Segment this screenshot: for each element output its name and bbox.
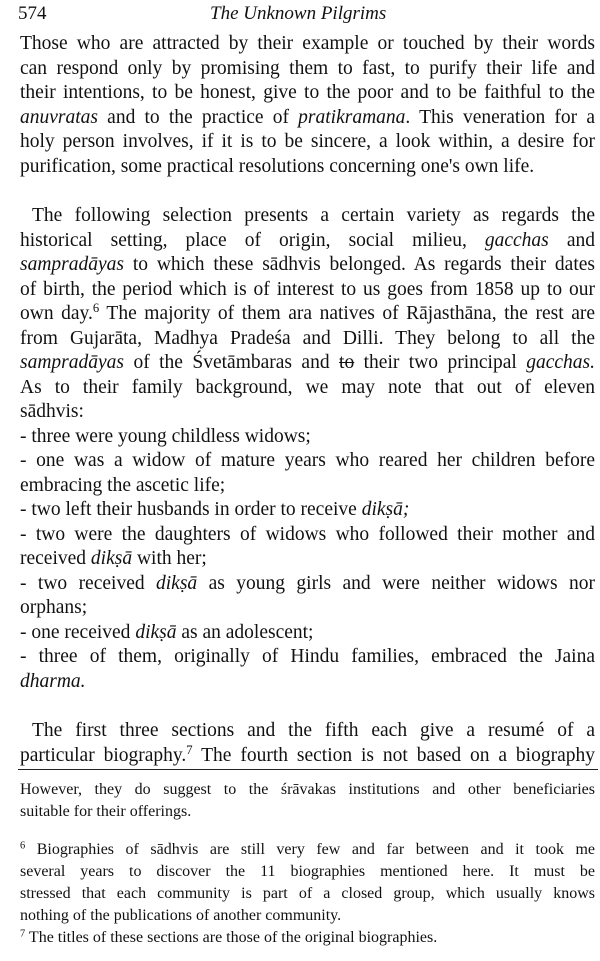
text-span: nothing of the publications of another community. bbox=[20, 907, 342, 924]
text-span: As to their family background, we may note that out of eleven bbox=[20, 376, 595, 398]
text-span: - one was a widow of mature years who reared her children before bbox=[20, 450, 595, 471]
text-span: However, they do suggest to the śrāvakas institutions and other beneficiaries bbox=[20, 781, 595, 798]
text-span: their two principal bbox=[354, 352, 527, 373]
italic-term: dikṣā bbox=[156, 572, 198, 594]
running-title: The Unknown Pilgrims bbox=[210, 3, 387, 24]
text-span: - three were young childless widows; bbox=[20, 425, 311, 447]
footnote-ref: 6 bbox=[20, 840, 26, 852]
text-line bbox=[20, 302, 595, 326]
text-span: - three of them, originally of Hindu families, embraced the Jaina bbox=[20, 646, 595, 667]
text-line bbox=[32, 719, 595, 743]
text-span: own day. bbox=[20, 303, 93, 324]
text-span: - two received bbox=[20, 572, 157, 594]
text-line bbox=[20, 400, 595, 424]
italic-term: dikṣā bbox=[135, 621, 177, 643]
footnote-line bbox=[20, 840, 595, 860]
footnote-line bbox=[20, 906, 595, 926]
text-line bbox=[20, 57, 595, 81]
text-line bbox=[20, 645, 595, 669]
text-line bbox=[20, 449, 595, 473]
text-line bbox=[20, 670, 595, 694]
text-span: - two left their husbands in order to receive bbox=[20, 499, 362, 520]
text-span: purification, some practical resolutions concerning one's own life. bbox=[20, 155, 535, 177]
text-span: The first three sections and the fifth each give a resumé of a bbox=[32, 720, 595, 741]
text-line bbox=[20, 498, 595, 522]
footnote-line bbox=[20, 862, 595, 882]
text-line bbox=[20, 106, 595, 130]
text-span: The titles of these sections are those of the original biographies. bbox=[25, 929, 438, 946]
page-number: 574 bbox=[18, 3, 47, 24]
text-line bbox=[20, 229, 595, 253]
text-span: as an adolescent; bbox=[176, 621, 314, 643]
text-span: particular biography. bbox=[20, 744, 187, 766]
text-span: of the Śvetāmbaras and bbox=[124, 352, 340, 373]
text-line bbox=[20, 253, 595, 277]
text-span: The fourth section is not based on a biography bbox=[192, 744, 595, 766]
text-span: to which these sādhvis belonged. As regards their dates bbox=[124, 254, 595, 275]
text-span: and to the practice of bbox=[98, 106, 299, 128]
text-line bbox=[20, 572, 595, 596]
text-span: Those who are attracted by their example or touched by their words bbox=[20, 33, 595, 54]
italic-term: dikṣā; bbox=[361, 499, 410, 520]
text-line bbox=[20, 474, 595, 498]
italic-term: gacchas bbox=[484, 229, 549, 251]
italic-term: sampradāyas bbox=[20, 254, 125, 275]
text-span: received bbox=[20, 548, 91, 569]
text-line bbox=[20, 547, 595, 571]
text-span: several years to discover the 11 biographies mentioned here. It must be bbox=[20, 863, 595, 880]
text-line bbox=[20, 81, 595, 105]
text-span: stressed that each community is part of a closed group, which usually knows bbox=[20, 885, 595, 902]
footnote-line bbox=[20, 802, 595, 822]
italic-term: gacchas. bbox=[526, 352, 595, 373]
italic-term: pratikramana bbox=[298, 106, 406, 128]
text-line bbox=[20, 327, 595, 351]
italic-term: dharma. bbox=[20, 670, 86, 692]
text-span: can respond only by promising them to fast, to purify their life and bbox=[20, 57, 595, 79]
text-span: sādhvis: bbox=[20, 401, 84, 422]
text-line bbox=[20, 596, 595, 620]
text-span: - one received bbox=[20, 621, 136, 643]
italic-term: sampradāyas bbox=[20, 352, 125, 373]
text-span: of birth, the period which is of interest to us goes from 1858 up to our bbox=[20, 278, 595, 300]
text-span: - two were the daughters of widows who followed their mother and bbox=[20, 523, 595, 545]
text-span: and bbox=[548, 229, 595, 251]
text-span: Biographies of sādhvis are still very few and far between and it took me bbox=[25, 841, 595, 858]
text-span: historical setting, place of origin, social milieu, bbox=[20, 229, 485, 251]
text-span: . This veneration for a bbox=[405, 106, 595, 128]
text-line bbox=[20, 32, 595, 56]
text-line bbox=[20, 523, 595, 547]
footnote-ref: 7 bbox=[186, 742, 193, 757]
text-line bbox=[20, 744, 595, 768]
text-span: embracing the ascetic life; bbox=[20, 474, 226, 496]
text-span: holy person involves, if it is to be sincere, a look within, a desire for bbox=[20, 131, 595, 152]
text-line bbox=[20, 376, 595, 400]
text-span: with her; bbox=[132, 548, 207, 569]
footnote-divider bbox=[18, 769, 598, 770]
footnote-line bbox=[20, 884, 595, 904]
text-line bbox=[20, 130, 595, 154]
text-line bbox=[20, 155, 595, 179]
italic-term: anuvratas bbox=[20, 106, 98, 128]
text-span: The majority of them ara natives of Rājasthāna, the rest are bbox=[99, 303, 595, 324]
text-span: The following selection presents a certain variety as regards the bbox=[32, 205, 595, 226]
text-span: to bbox=[339, 352, 355, 373]
footnote-line bbox=[20, 780, 595, 800]
text-line bbox=[20, 278, 595, 302]
text-span: their intentions, to be honest, give to the poor and to be faithful to the bbox=[20, 82, 595, 103]
text-span: from Gujarāta, Madhya Pradeśa and Dilli. They belong to all the bbox=[20, 327, 595, 349]
text-span: suitable for their offerings. bbox=[20, 803, 192, 820]
footnote-ref: 6 bbox=[92, 301, 100, 316]
text-span: as young girls and were neither widows nor bbox=[197, 572, 595, 594]
italic-term: dikṣā bbox=[90, 548, 133, 569]
text-span: orphans; bbox=[20, 597, 88, 618]
footnote-line bbox=[20, 928, 595, 948]
text-line bbox=[20, 425, 595, 449]
text-line bbox=[20, 621, 595, 645]
text-line bbox=[20, 351, 595, 375]
text-line bbox=[32, 204, 595, 228]
footnote-ref: 7 bbox=[20, 928, 26, 940]
